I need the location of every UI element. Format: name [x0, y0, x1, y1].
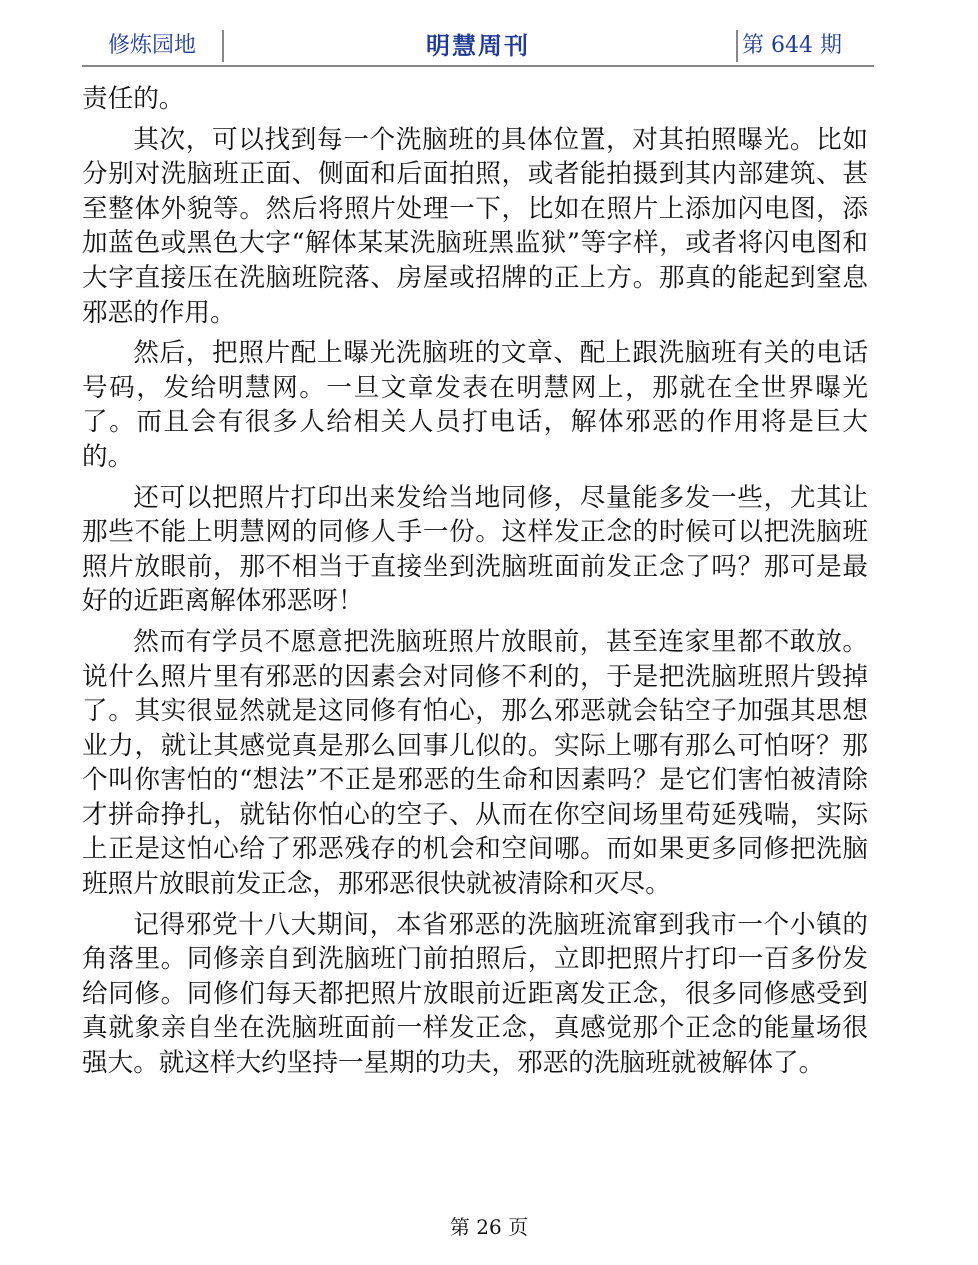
paragraph: 其次，可以找到每一个洗脑班的具体位置，对其拍照曝光。比如分别对洗脑班正面、侧面和后面拍照，或者能拍摄到其内部建筑、甚至整体外貌等。然后将照片处理一下，比如在照片上添加闪电图，添加蓝色或黑色大字“解体某某洗脑班黑监狱”等字样，或者将闪电图和大字直接压在洗脑班院落、房屋或招牌的正上方。那真的能起到窒息邪恶的作用。	[82, 124, 868, 328]
publication-title: 明慧周刊	[426, 32, 530, 60]
section-title: 修炼园地	[108, 33, 197, 58]
header-divider-right	[736, 30, 738, 62]
paragraph: 然后，把照片配上曝光洗脑班的文章、配上跟洗脑班有关的电话号码，发给明慧网。一旦文章发表在明慧网上，那就在全世界曝光了。而且会有很多人给相关人员打电话，解体邪恶的作用将是巨大的。	[82, 338, 868, 472]
paragraph: 然而有学员不愿意把洗脑班照片放眼前，甚至连家里都不敢放。说什么照片里有邪恶的因素会对同修不利的，于是把洗脑班照片毁掉了。其实很显然就是这同修有怕心，那么邪恶就会钻空子加强其思想业力，就让其感觉真是那么回事儿似的。实际上哪有那么可怕呀？那个叫你害怕的“想法”不正是邪恶的生命和因素吗？是它们害怕被清除才拼命挣扎，就钻你怕心的空子、从而在你空间场里苟延残喘，实际上正是这怕心给了邪恶残存的机会和空间哪。而如果更多同修把洗脑班照片放眼前发正念，那邪恶很快就被清除和灭尽。	[82, 626, 868, 900]
header-rule	[82, 65, 874, 67]
paragraph-continuation: 责任的。	[82, 84, 185, 114]
paragraph: 记得邪党十八大期间，本省邪恶的洗脑班流窜到我市一个小镇的角落里。同修亲自到洗脑班门前拍照后，立即把照片打印一百多份发给同修。同修们每天都把照片放眼前近距离发正念，很多同修感受到真就象亲自坐在洗脑班面前一样发正念，真感觉那个正念的能量场很强大。就这样大约坚持一星期的功夫，邪恶的洗脑班就被解体了。	[82, 909, 868, 1079]
issue-number: 第 644 期	[742, 33, 842, 58]
page-number: 第 26 页	[449, 1215, 529, 1239]
article-body	[82, 82, 868, 1081]
paragraph: 还可以把照片打印出来发给当地同修，尽量能多发一些，尤其让那些不能上明慧网的同修人手一份。这样发正念的时候可以把洗脑班照片放眼前，那不相当于直接坐到洗脑班面前发正念了吗？那可是最好的近距离解体邪恶呀！	[82, 482, 868, 617]
page-header	[82, 24, 874, 68]
